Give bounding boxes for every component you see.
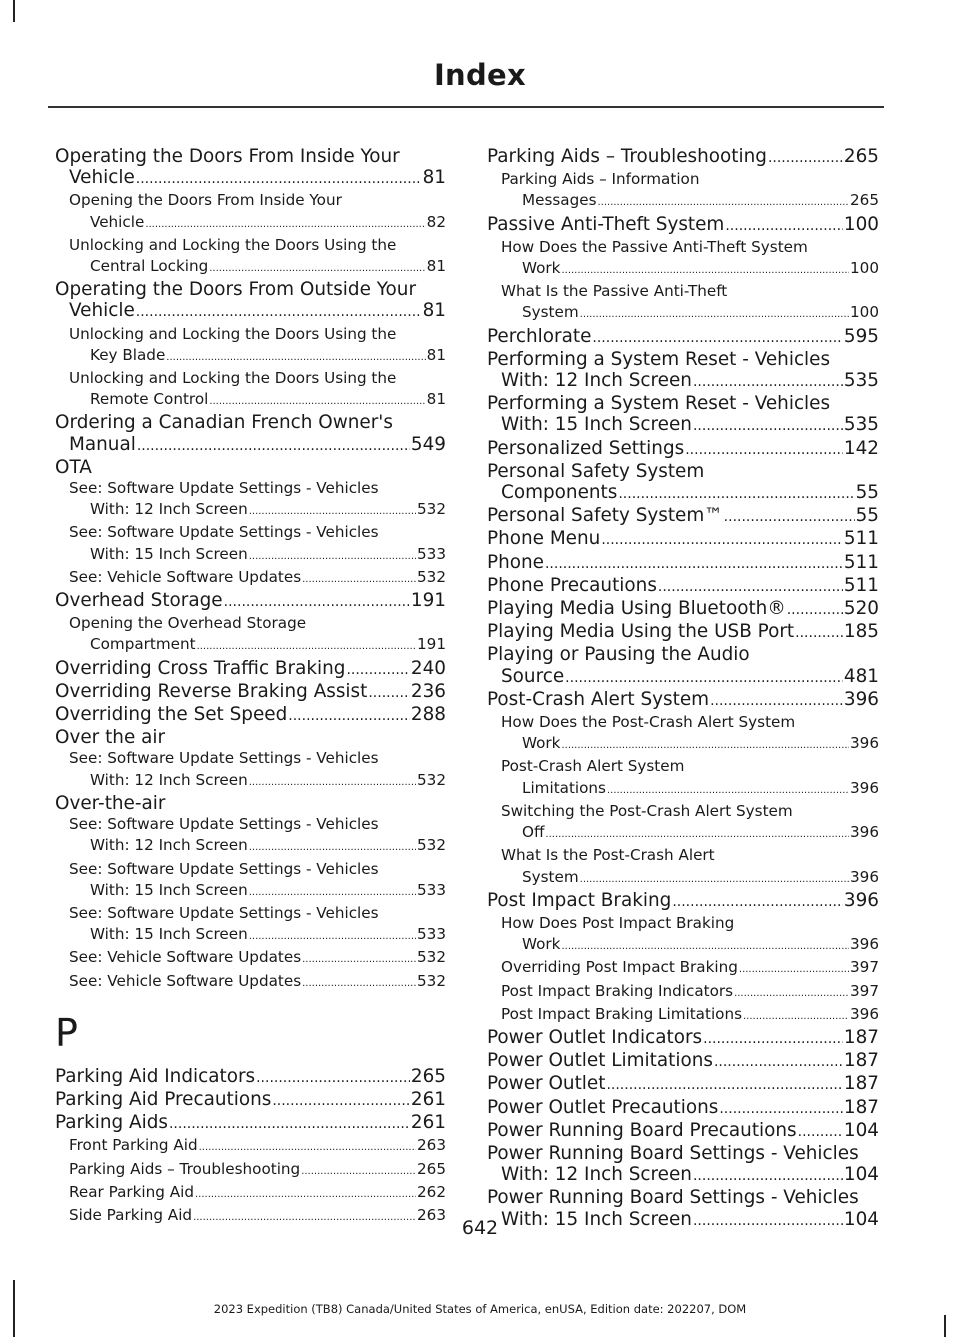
entry-label: System [522, 303, 579, 322]
entry-label: Key Blade [90, 345, 166, 364]
entry-text-line: Operating the Doors From Outside Your [55, 279, 417, 301]
page-reference[interactable]: 397 [850, 958, 879, 977]
page-reference[interactable]: 532 [417, 770, 446, 789]
index-entry[interactable] [487, 1120, 879, 1143]
entry-text-line: What Is the Post-Crash Alert [501, 846, 715, 865]
entry-text-line: Power Running Board Settings - Vehicles [487, 1187, 859, 1209]
dot-leader [224, 592, 410, 613]
entry-label: With: 12 Inch Screen [90, 836, 248, 855]
entry-label: Power Running Board Precautions [487, 1119, 797, 1141]
entry-label: Passive Anti-Theft System [487, 213, 725, 235]
index-entry[interactable] [487, 598, 879, 621]
dot-leader [561, 260, 849, 281]
page-reference[interactable]: 532 [417, 500, 446, 519]
index-subentry[interactable] [55, 522, 446, 566]
entry-label: Central Locking [90, 257, 209, 276]
dot-leader [798, 1122, 843, 1143]
dot-leader [618, 484, 854, 505]
index-entry[interactable] [55, 658, 446, 681]
index-subentry[interactable] [55, 903, 446, 947]
page-reference[interactable]: 396 [850, 734, 879, 753]
entry-label: With: 12 Inch Screen [501, 370, 692, 392]
index-entry[interactable] [55, 590, 446, 613]
index-subentry[interactable] [55, 235, 446, 279]
entry-label: See: Vehicle Software Updates [69, 971, 302, 990]
dot-leader [795, 623, 843, 644]
entry-label: Personal Safety System™ [487, 505, 723, 527]
entry-label: Parking Aid Precautions [55, 1088, 272, 1110]
entry-text-line: Unlocking and Locking the Doors Using the [69, 324, 397, 343]
page-reference[interactable]: 532 [417, 948, 446, 967]
dot-leader [137, 436, 410, 457]
index-entry[interactable] [487, 461, 879, 505]
entry-label: Perchlorate [487, 325, 592, 347]
index-entry[interactable] [55, 146, 446, 190]
page-reference[interactable]: 81 [422, 167, 446, 189]
entry-label: Off [522, 823, 545, 842]
dot-leader [195, 1184, 416, 1205]
page-reference[interactable]: 104 [843, 1164, 879, 1186]
entry-label: Side Parking Aid [69, 1205, 193, 1224]
index-entry[interactable] [487, 644, 879, 688]
page-reference[interactable]: 511 [843, 551, 879, 573]
entry-label: See: Vehicle Software Updates [69, 948, 302, 967]
index-entry[interactable] [487, 552, 879, 575]
index-subentry[interactable] [55, 190, 446, 234]
index-entry[interactable] [487, 214, 879, 237]
entry-text-line: Unlocking and Locking the Doors Using the [69, 235, 397, 254]
entry-label: Phone Precautions [487, 574, 657, 596]
page-reference[interactable]: 142 [843, 437, 879, 459]
entry-text-line: How Does the Post-Crash Alert System [501, 713, 796, 732]
index-entry[interactable] [55, 412, 446, 456]
entry-label: See: Vehicle Software Updates [69, 567, 302, 586]
index-subentry[interactable] [487, 169, 879, 213]
entry-label: Post-Crash Alert System [487, 688, 710, 710]
entry-text-line: Post-Crash Alert System [501, 757, 685, 776]
page-reference[interactable]: 100 [843, 213, 879, 235]
dot-leader [565, 668, 843, 689]
entry-text-line: Playing or Pausing the Audio [487, 644, 750, 666]
page-reference[interactable]: 288 [410, 704, 446, 726]
entry-label: Front Parking Aid [69, 1136, 198, 1155]
page-reference[interactable]: 396 [843, 889, 879, 911]
index-subentry[interactable] [487, 712, 879, 756]
index-entry[interactable] [55, 279, 446, 323]
entry-label: Playing Media Using Bluetooth® [487, 598, 786, 620]
dot-leader [249, 882, 416, 903]
index-subentry[interactable] [487, 237, 879, 281]
entry-text-line: Unlocking and Locking the Doors Using the [69, 369, 397, 388]
index-subentry[interactable] [55, 368, 446, 412]
dot-leader [545, 554, 843, 575]
entry-text-line: How Does the Passive Anti-Theft System [501, 237, 808, 256]
entry-label: Components [501, 482, 618, 504]
dot-leader [249, 501, 416, 522]
entry-label: Parking Aid Indicators [55, 1065, 256, 1087]
entry-label: With: 15 Inch Screen [90, 925, 248, 944]
index-subentry[interactable] [487, 1004, 879, 1027]
page-reference[interactable]: 263 [417, 1136, 446, 1155]
index-subentry[interactable] [55, 814, 446, 858]
page-reference[interactable]: 396 [850, 1004, 879, 1023]
page-reference[interactable]: 187 [843, 1096, 879, 1118]
entry-text-line: See: Software Update Settings - Vehicles [69, 859, 379, 878]
page-reference[interactable]: 265 [417, 1159, 446, 1178]
dot-leader [580, 304, 849, 325]
dot-leader [693, 372, 843, 393]
page-reference[interactable]: 533 [417, 544, 446, 563]
index-entry[interactable] [487, 1097, 879, 1120]
header-rule [48, 106, 884, 108]
index-entry[interactable] [487, 528, 879, 551]
entry-label: Post Impact Braking [487, 889, 672, 911]
entry-text-line: Switching the Post-Crash Alert System [501, 801, 793, 820]
index-subentry[interactable] [55, 567, 446, 590]
page-reference[interactable]: 535 [843, 414, 879, 436]
index-entry[interactable] [55, 457, 446, 478]
page-reference[interactable]: 397 [850, 981, 879, 1000]
index-subentry[interactable] [55, 859, 446, 903]
dot-leader [710, 691, 843, 712]
entry-label: Over-the-air [55, 792, 166, 814]
entry-text-line: Operating the Doors From Inside Your [55, 146, 400, 167]
page-reference[interactable]: 532 [417, 836, 446, 855]
dot-leader [597, 192, 849, 213]
page-reference[interactable]: 187 [843, 1050, 879, 1072]
index-subentry[interactable] [55, 1159, 446, 1182]
page-reference[interactable]: 535 [843, 370, 879, 392]
page-reference[interactable]: 396 [843, 688, 879, 710]
entry-label: Playing Media Using the USB Port [487, 621, 795, 643]
entry-text-line: How Does Post Impact Braking [501, 913, 735, 932]
entry-text-line: See: Software Update Settings - Vehicles [69, 815, 379, 834]
index-entry[interactable] [487, 1050, 879, 1073]
entry-label: Vehicle [69, 167, 135, 189]
index-entry[interactable] [487, 621, 879, 644]
entry-text-line: Power Running Board Settings - Vehicles [487, 1142, 859, 1164]
page-reference[interactable]: 533 [417, 925, 446, 944]
dot-leader [580, 869, 849, 890]
index-entry[interactable] [55, 1066, 446, 1089]
page-reference[interactable]: 396 [850, 867, 879, 886]
dot-leader [693, 1166, 843, 1187]
page-reference[interactable]: 533 [417, 880, 446, 899]
page-reference[interactable]: 396 [850, 823, 879, 842]
page-reference[interactable]: 81 [426, 345, 446, 364]
index-entry[interactable] [487, 438, 879, 461]
page-reference[interactable]: 100 [850, 259, 879, 278]
index-subentry[interactable] [55, 1135, 446, 1158]
page-reference[interactable]: 236 [410, 680, 446, 702]
entry-text-line: What Is the Passive Anti-Theft [501, 282, 728, 301]
index-entry[interactable] [487, 689, 879, 712]
entry-text-line: Personal Safety System [487, 460, 705, 482]
entry-text-line: See: Software Update Settings - Vehicles [69, 903, 379, 922]
entry-label: Power Outlet Limitations [487, 1050, 713, 1072]
dot-leader [199, 1137, 416, 1158]
entry-label: Power Outlet Precautions [487, 1096, 719, 1118]
page-reference[interactable]: 595 [843, 325, 879, 347]
index-entry[interactable] [55, 681, 446, 704]
dot-leader [249, 546, 416, 567]
dot-leader [724, 507, 855, 528]
index-entry[interactable] [487, 505, 879, 528]
index-entry[interactable] [487, 575, 879, 598]
index-entry[interactable] [55, 1089, 446, 1112]
entry-label: Rear Parking Aid [69, 1182, 194, 1201]
dot-leader [693, 416, 843, 437]
index-entry[interactable] [487, 146, 879, 169]
page-reference[interactable]: 263 [417, 1205, 446, 1224]
index-subentry[interactable] [487, 281, 879, 325]
index-subentry[interactable] [55, 478, 446, 522]
index-subentry[interactable] [55, 748, 446, 792]
entry-label: Post Impact Braking Indicators [501, 981, 734, 1000]
page-reference[interactable]: 81 [426, 390, 446, 409]
entry-label: Overriding Reverse Braking Assist [55, 680, 368, 702]
entry-label: Overriding Post Impact Braking [501, 958, 738, 977]
dot-leader [302, 973, 416, 994]
entry-label: Work [522, 259, 561, 278]
dot-leader [302, 569, 416, 590]
dot-leader [209, 258, 425, 279]
entry-label: Remote Control [90, 390, 209, 409]
dot-leader [672, 892, 843, 913]
dot-leader [606, 1075, 842, 1096]
dot-leader [302, 949, 416, 970]
entry-label: Overriding Cross Traffic Braking [55, 657, 346, 679]
entry-label: Post Impact Braking Limitations [501, 1004, 742, 1023]
index-entry[interactable] [55, 793, 446, 814]
page-reference[interactable]: 511 [843, 528, 879, 550]
page-reference[interactable]: 532 [417, 567, 446, 586]
index-entry[interactable] [487, 393, 879, 437]
entry-label: Personalized Settings [487, 437, 685, 459]
entry-label: Parking Aids [55, 1112, 168, 1134]
dot-leader [607, 780, 849, 801]
page-reference[interactable]: 520 [843, 598, 879, 620]
entry-label: System [522, 867, 579, 886]
page-reference[interactable]: 396 [850, 935, 879, 954]
entry-text-line: Ordering a Canadian French Owner's [55, 412, 393, 434]
dot-leader [301, 1161, 416, 1182]
entry-label: OTA [55, 456, 92, 478]
page-reference[interactable]: 55 [855, 482, 879, 504]
page-reference[interactable]: 81 [422, 300, 446, 322]
page-reference[interactable]: 481 [843, 665, 879, 687]
dot-leader [249, 837, 416, 858]
dot-leader [545, 824, 849, 845]
page-reference[interactable]: 104 [843, 1119, 879, 1141]
page-reference[interactable]: 262 [417, 1182, 446, 1201]
dot-leader [787, 600, 843, 621]
dot-leader [166, 347, 425, 368]
index-entry[interactable] [487, 1027, 879, 1050]
dot-leader [136, 169, 422, 190]
crop-mark-top-left [13, 0, 15, 22]
entry-label: Limitations [522, 778, 606, 797]
dot-leader [768, 148, 843, 169]
entry-text-line: Opening the Overhead Storage [69, 614, 307, 633]
entry-label: Work [522, 734, 561, 753]
section-letter: P [55, 1010, 78, 1055]
page-reference[interactable]: 82 [426, 212, 446, 231]
page-reference[interactable]: 240 [410, 657, 446, 679]
dot-leader [346, 660, 409, 681]
entry-label: Phone [487, 551, 544, 573]
crop-mark-bottom-right [944, 1315, 946, 1337]
index-subentry[interactable] [55, 324, 446, 368]
dot-leader [145, 214, 425, 235]
page-reference[interactable]: 261 [410, 1112, 446, 1134]
entry-label: Manual [69, 433, 136, 455]
index-subentry[interactable] [487, 957, 879, 980]
entry-label: Phone Menu [487, 528, 601, 550]
entry-label: Parking Aids – Troubleshooting [69, 1159, 301, 1178]
index-subentry[interactable] [55, 1182, 446, 1205]
entry-label: With: 12 Inch Screen [90, 770, 248, 789]
index-entry[interactable] [487, 1073, 879, 1096]
index-entry[interactable] [487, 349, 879, 393]
entry-label: With: 15 Inch Screen [501, 414, 692, 436]
dot-leader [288, 706, 410, 727]
page-reference[interactable]: 532 [417, 971, 446, 990]
entry-label: With: 15 Inch Screen [501, 1208, 692, 1230]
index-column-right [487, 146, 879, 1232]
index-subentry[interactable] [487, 756, 879, 800]
dot-leader [136, 302, 422, 323]
dot-leader [249, 926, 416, 947]
page-reference[interactable]: 191 [417, 635, 446, 654]
dot-leader [601, 530, 843, 551]
entry-label: With: 15 Inch Screen [90, 544, 248, 563]
entry-text-line: Performing a System Reset - Vehicles [487, 393, 831, 415]
dot-leader [256, 1068, 410, 1089]
dot-leader [169, 1114, 410, 1135]
index-entry[interactable] [55, 704, 446, 727]
page-reference[interactable]: 511 [843, 574, 879, 596]
dot-leader [561, 936, 849, 957]
index-subentry[interactable] [55, 947, 446, 970]
page-reference[interactable]: 265 [410, 1065, 446, 1087]
index-entry[interactable] [55, 1112, 446, 1135]
dot-leader [685, 440, 843, 461]
dot-leader [739, 959, 849, 980]
index-entry[interactable] [55, 727, 446, 748]
page-reference[interactable]: 265 [850, 191, 879, 210]
entry-label: Vehicle [69, 300, 135, 322]
dot-leader [743, 1006, 849, 1027]
dot-leader [719, 1099, 843, 1120]
entry-text-line: See: Software Update Settings - Vehicles [69, 479, 379, 498]
index-column-left [55, 146, 446, 1228]
page-reference[interactable]: 100 [850, 303, 879, 322]
dot-leader [658, 577, 843, 598]
dot-leader [725, 216, 843, 237]
page-reference[interactable]: 187 [843, 1026, 879, 1048]
page-reference[interactable]: 55 [855, 505, 879, 527]
entry-label: Overhead Storage [55, 590, 223, 612]
entry-text-line: See: Software Update Settings - Vehicles [69, 749, 379, 768]
entry-label: Compartment [90, 635, 196, 654]
entry-label: Vehicle [90, 212, 145, 231]
dot-leader [209, 391, 425, 412]
entry-label: Work [522, 935, 561, 954]
index-entry[interactable] [487, 326, 879, 349]
index-subentry[interactable] [487, 981, 879, 1004]
entry-label: Power Outlet Indicators [487, 1026, 703, 1048]
page-title: Index [433, 58, 527, 92]
dot-leader [249, 772, 416, 793]
entry-label: Source [501, 665, 565, 687]
page-reference[interactable]: 81 [426, 257, 446, 276]
entry-label: Power Outlet [487, 1073, 606, 1095]
page-reference[interactable]: 261 [410, 1088, 446, 1110]
entry-label: With: 12 Inch Screen [90, 500, 248, 519]
entry-label: Overriding the Set Speed [55, 704, 288, 726]
dot-leader [561, 735, 849, 756]
page-reference[interactable]: 396 [850, 778, 879, 797]
entry-label: Messages [522, 191, 597, 210]
entry-label: With: 15 Inch Screen [90, 880, 248, 899]
entry-label: Over the air [55, 727, 166, 749]
footer-edition-info: 2023 Expedition (TB8) Canada/United States of America, enUSA, Edition date: 202207, DOM [213, 1302, 747, 1316]
entry-text-line: Opening the Doors From Inside Your [69, 191, 342, 210]
index-subentry[interactable] [55, 613, 446, 657]
entry-text-line: See: Software Update Settings - Vehicles [69, 523, 379, 542]
index-entry[interactable] [487, 890, 879, 913]
index-subentry[interactable] [487, 845, 879, 889]
entry-label: With: 12 Inch Screen [501, 1164, 692, 1186]
index-entry[interactable] [487, 1143, 879, 1187]
page-reference[interactable]: 191 [410, 590, 446, 612]
dot-leader [703, 1029, 843, 1050]
page-reference[interactable]: 187 [843, 1073, 879, 1095]
page-reference[interactable]: 265 [843, 146, 879, 167]
page-number: 642 [461, 1217, 499, 1239]
page-reference[interactable]: 185 [843, 621, 879, 643]
index-subentry[interactable] [487, 913, 879, 957]
dot-leader [197, 636, 416, 657]
dot-leader [714, 1052, 843, 1073]
index-subentry[interactable] [487, 801, 879, 845]
entry-label: Parking Aids – Troubleshooting [487, 146, 767, 167]
dot-leader [734, 983, 849, 1004]
index-subentry[interactable] [55, 971, 446, 994]
page-reference[interactable]: 104 [843, 1208, 879, 1230]
dot-leader [272, 1091, 410, 1112]
dot-leader [368, 683, 410, 704]
entry-text-line: Performing a System Reset - Vehicles [487, 348, 831, 370]
dot-leader [592, 328, 843, 349]
page-reference[interactable]: 549 [410, 433, 446, 455]
entry-text-line: Parking Aids – Information [501, 170, 700, 189]
